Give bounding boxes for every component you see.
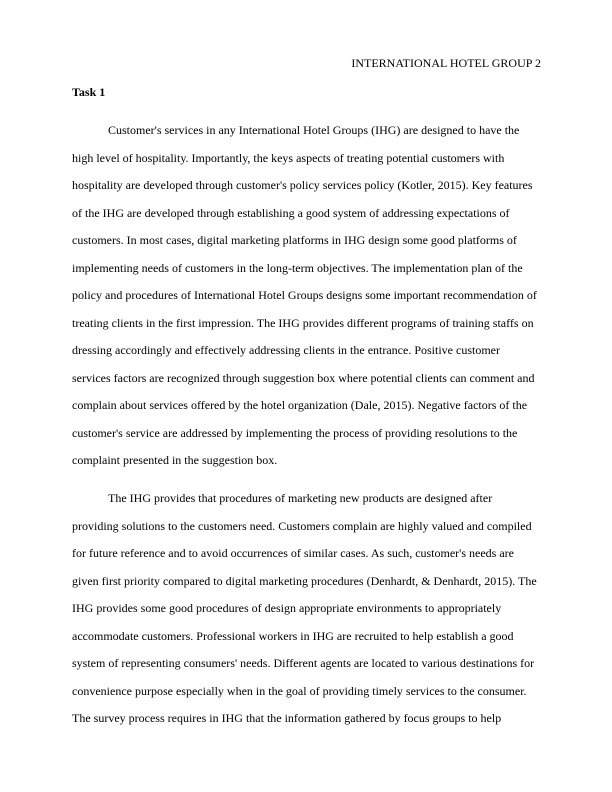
paragraph-line: Customer's services in any International Hotel Groups (IHG) are designed to have the: [108, 123, 520, 137]
paragraph-line: customer's service are addressed by implementing the process of providing resolutions to the: [72, 426, 518, 440]
paragraph-line: of the IHG are developed through establishing a good system of addressing expectations of: [72, 206, 510, 220]
paragraph-line: given first priority compared to digital marketing procedures (Denhardt, & Denhardt, 2015). The: [72, 574, 537, 588]
paragraph-line: customers. In most cases, digital marketing platforms in IHG design some good platforms of: [72, 233, 517, 247]
paragraph-line: dressing accordingly and effectively addressing clients in the entrance. Positive customer: [72, 343, 500, 357]
section-heading: Task 1: [72, 85, 106, 99]
paragraph-line: treating clients in the first impression. The IHG provides different programs of training staffs on: [72, 316, 534, 330]
paragraph-line: complaint presented in the suggestion box.: [72, 453, 278, 467]
paragraph-line: hospitality are developed through customer's policy services policy (Kotler, 2015). Key features: [72, 178, 533, 192]
paragraph-line: complain about services offered by the hotel organization (Dale, 2015). Negative factors of the: [72, 398, 528, 412]
paragraph-line: for future reference and to avoid occurrences of similar cases. As such, customer's needs are: [72, 546, 514, 560]
paragraph-line: convenience purpose especially when in the goal of providing timely services to the consumer.: [72, 684, 527, 698]
paragraph-line: accommodate customers. Professional workers in IHG are recruited to help establish a good: [72, 629, 514, 643]
paragraph-line: IHG provides some good procedures of design appropriate environments to appropriately: [72, 601, 502, 615]
paragraph-line: The survey process requires in IHG that the information gathered by focus groups to help: [72, 711, 502, 725]
paragraph-line: The IHG provides that procedures of marketing new products are designed after: [108, 491, 493, 505]
paragraph-line: policy and procedures of International Hotel Groups designs some important recommendation of: [72, 288, 537, 302]
paragraph-line: system of representing consumers' needs. Different agents are located to various destinations for: [72, 656, 535, 670]
running-head: INTERNATIONAL HOTEL GROUP 2: [351, 56, 541, 70]
paragraph-line: high level of hospitality. Importantly, the keys aspects of treating potential customers with: [72, 151, 505, 165]
paragraph-line: providing solutions to the customers need. Customers complain are highly valued and compiled: [72, 519, 532, 533]
paragraph-line: services factors are recognized through suggestion box where potential clients can comment and: [72, 371, 535, 385]
paragraph-line: implementing needs of customers in the long-term objectives. The implementation plan of the: [72, 261, 523, 275]
